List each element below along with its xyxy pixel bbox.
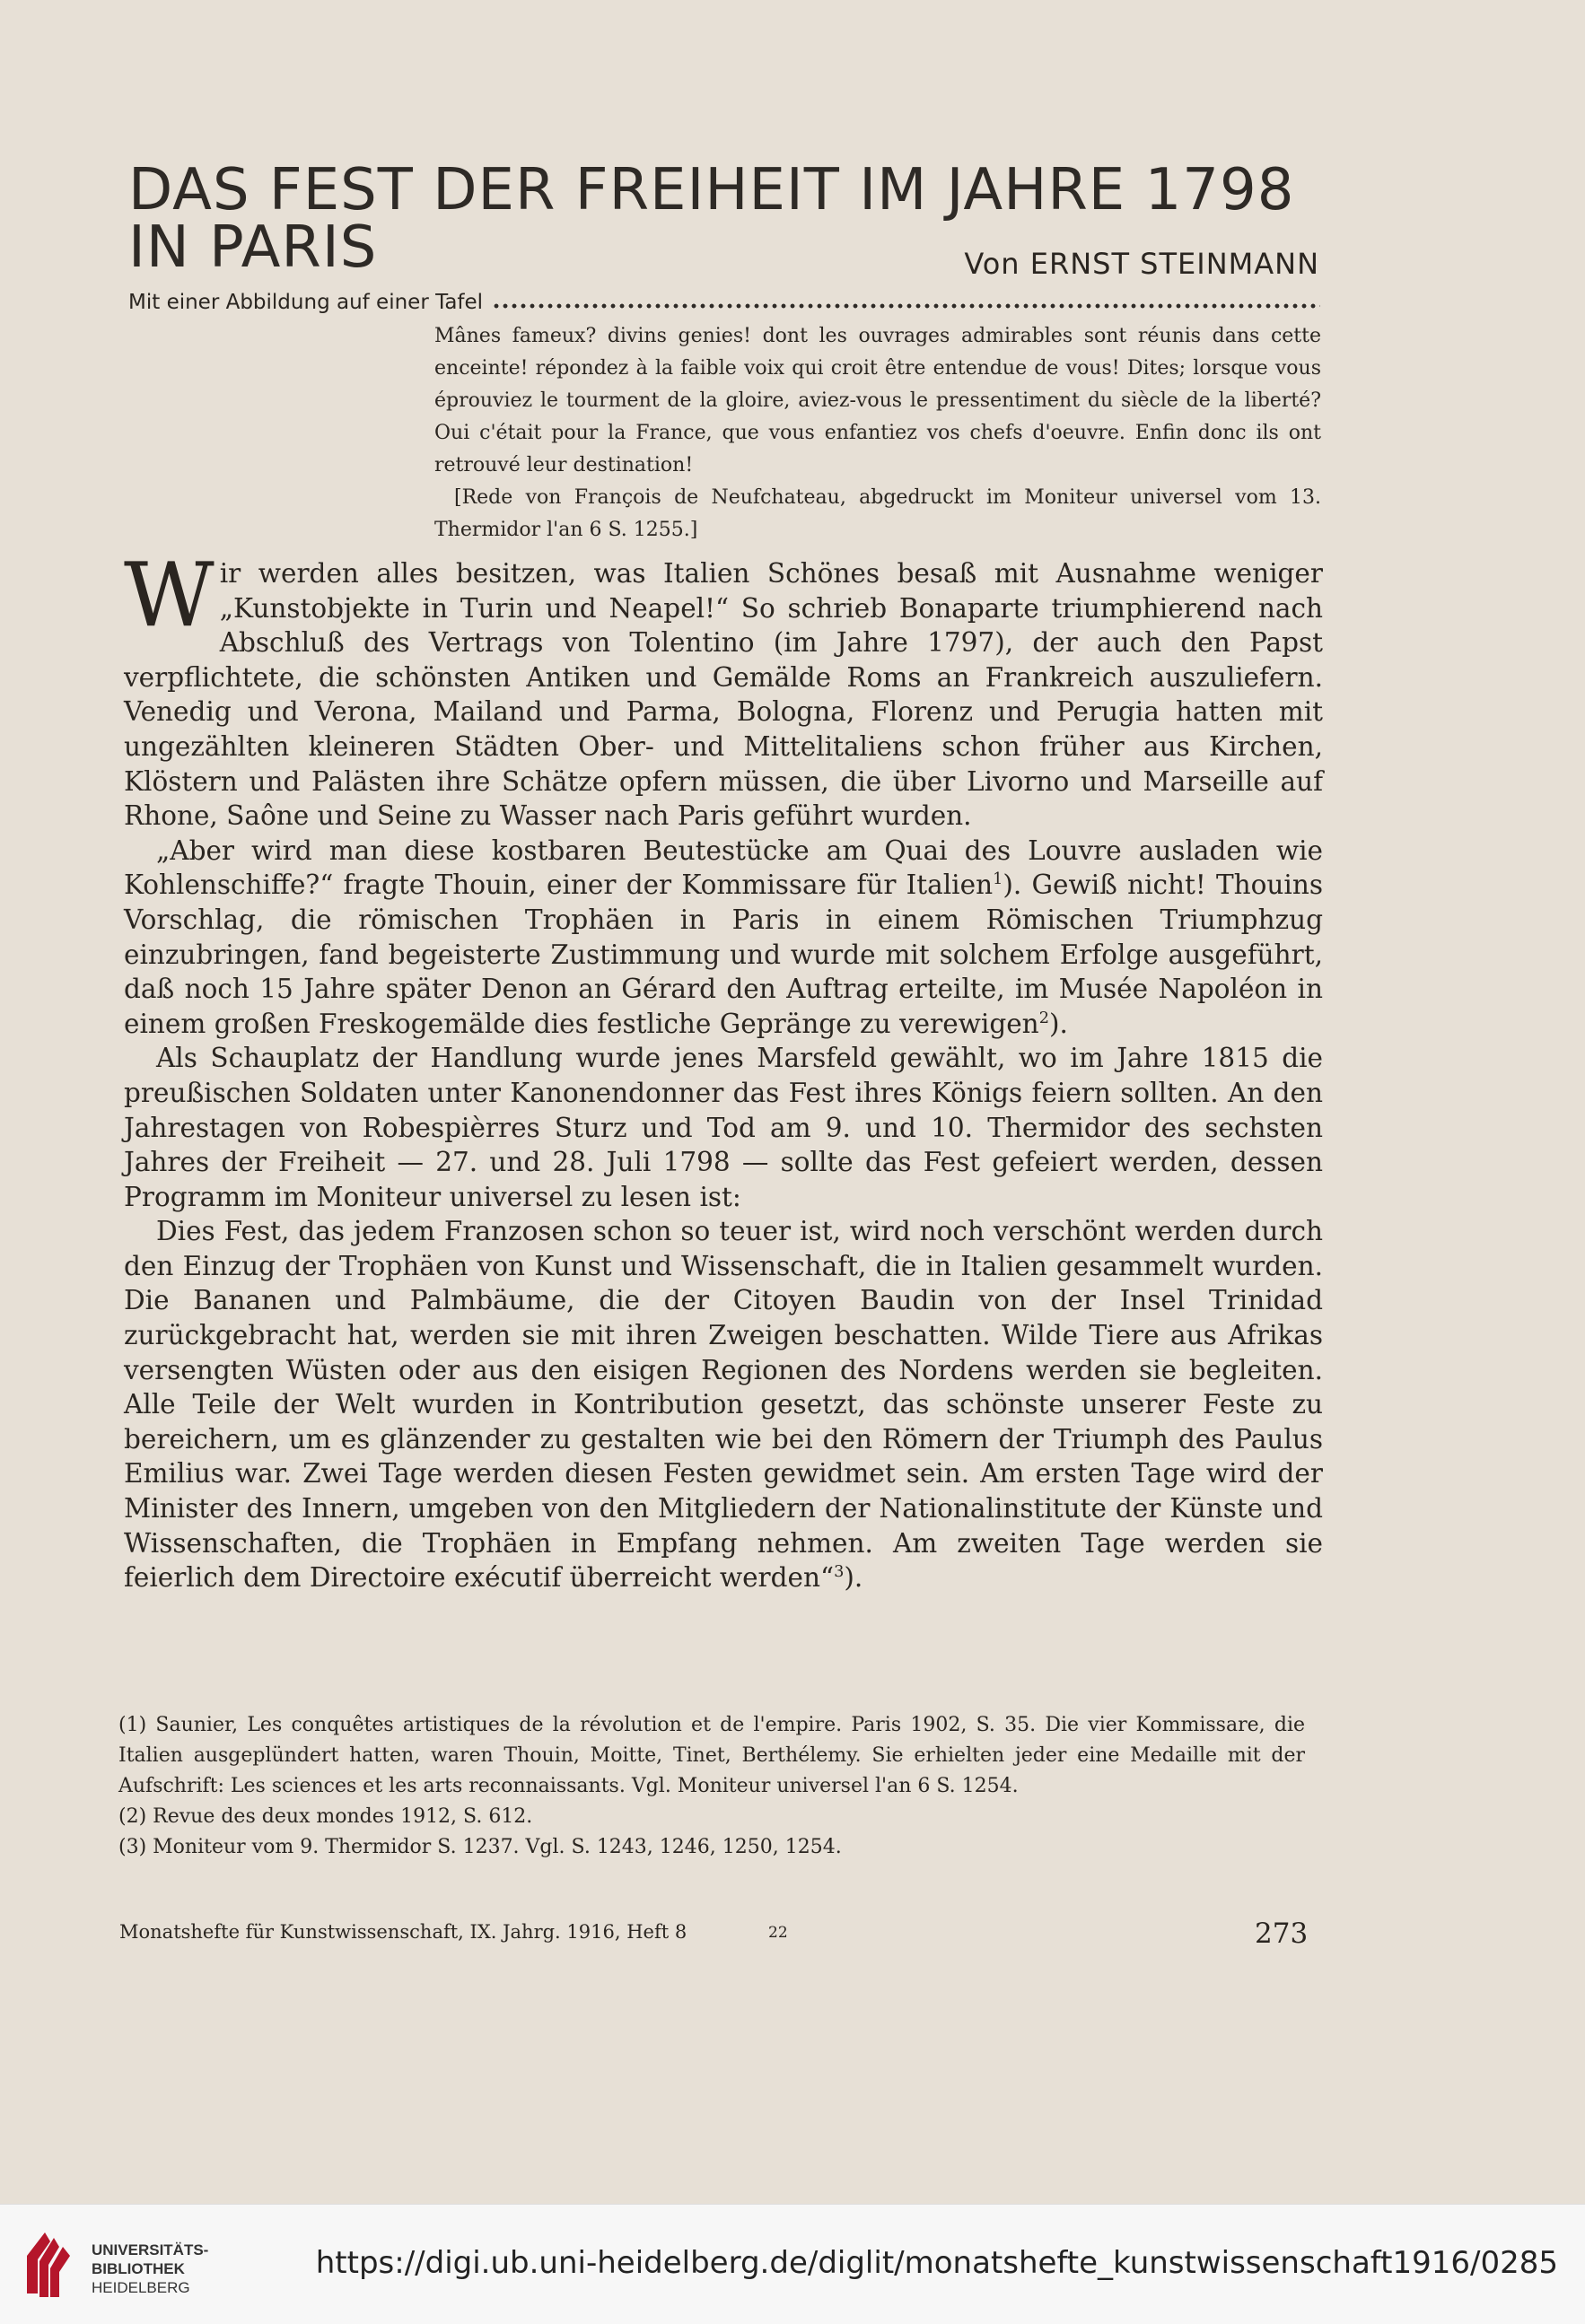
epigraph [434, 320, 1321, 546]
library-name-line-3: HEIDELBERG [92, 2279, 190, 2296]
library-name-line-2: BIBLIOTHEK [92, 2260, 185, 2277]
body-paragraph-4-text-a: Dies Fest, das jedem Franzosen schon so teuer ist, wird noch verschönt werden durch den Einzug der Trophäen von Kunst und Wissenschaft, die in Italien gesammelt wurden. Die Bananen und Palmbäume, die der Citoyen Baudin von der Insel Trinidad zurückgebracht hat, werden sie mit ihren Zweigen beschatten. Wilde Tiere aus Afrikas versengten Wüsten oder aus den eisigen Regionen des Nordens werden sie begleiten. Alle Teile der Welt wurden in Kontribution gesetzt, das schönste unserer Feste zu bereichern, um es glänzender zu gestalten wie bei den Römern der Triumph des Paulus Emilius war. Zwei Tage werden diesen Festen gewidmet sein. Am ersten Tage wird der Minister des Innern, umgeben von den Mitgliedern der Nationalinstitute der Künste und Wissenschaften, die Trophäen in Empfang nehmen. Am zweiten Tage werden sie feierlich dem Directoire exécutif überreicht werden“ [124, 1216, 1323, 1594]
article-title-line-2: IN PARIS [128, 214, 378, 281]
body-paragraph-2-text-b: ). Gewiß nicht! Thouins Vorschlag, die römischen Trophäen in Paris in einem Römischen Triumphzug einzubringen, fand begeisterte Zustimmung und wurde mit solchem Erfolge ausgeführt, daß noch 15 Jahre später Denon an Gérard den Auftrag erteilte, im Musée Napoléon in einem großen Freskogemälde dies festliche Gepränge zu verewigen [124, 869, 1323, 1039]
dotted-rule [492, 301, 1320, 310]
article-subtitle: Mit einer Abbildung auf einer Tafel [128, 291, 484, 314]
epigraph-source: [Rede von François de Neufchateau, abgedruckt im Moniteur universel vom 13. Thermidor l'an 6 S. 1255.] [434, 486, 1321, 541]
journal-footer: Monatshefte für Kunstwissenschaft, IX. Jahrg. 1916, Heft 8 [119, 1921, 687, 1943]
library-name [92, 2241, 208, 2297]
body-paragraph-2-text-a: „Aber wird man diese kostbaren Beutestücke am Quai des Louvre ausladen wie Kohlenschiffe?“ fragte Thouin, einer der Kommissare für Italien [124, 834, 1323, 901]
article-byline: Von ERNST STEINMANN [964, 247, 1319, 281]
footnote-1: (1) Saunier, Les conquêtes artistiques de la révolution et de l'empire. Paris 1902, S. 35. Die vier Kommissare, die Italien ausgeplündert hatten, waren Thouin, Moitte, Tinet, Berthélemy. Sie erhielten jeder eine Medaille mit der Aufschrift: Les sciences et les arts reconnaissants. Vgl. Moniteur universel l'an 6 S. 1254. [118, 1714, 1305, 1797]
body-paragraph-1-text: ir werden alles besitzen, was Italien Schönes besaß mit Ausnahme weniger „Kunstobjekte in Turin und Neapel!“ So schrieb Bonaparte triumphierend nach Abschluß des Vertrags von Tolentino (im Jahre 1797), der auch den Papst verpflichtete, die schönsten Antiken und Gemälde Roms an Frankreich auszuliefern. Venedig und Verona, Mailand und Parma, Bologna, Florenz und Perugia hatten mit ungezählten kleineren Städten Ober- und Mittelitaliens schon früher aus Kirchen, Klöstern und Palästen ihre Schätze opfern müssen, die über Livorno und Marseille auf Rhone, Saône und Seine zu Wasser nach Paris geführt wurden. [124, 558, 1323, 832]
footnote-2: (2) Revue des deux mondes 1912, S. 612. [118, 1805, 533, 1828]
body-paragraph-3: Als Schauplatz der Handlung wurde jenes Marsfeld gewählt, wo im Jahre 1815 die preußischen Soldaten unter Kanonendonner das Fest ihres Königs feiern sollten. An den Jahrestagen von Robespièrres Sturz und Tod am 9. und 10. Thermidor des sechsten Jahres der Freiheit — 27. und 28. Juli 1798 — sollte das Fest gefeiert werden, dessen Programm im Moniteur universel zu lesen ist: [124, 1043, 1323, 1212]
library-bar [0, 2204, 1585, 2324]
body-paragraph-2 [124, 834, 1323, 1042]
body-paragraph-2-text-c: ). [1048, 1008, 1068, 1039]
signature-mark: 22 [768, 1924, 788, 1942]
page-number: 273 [1255, 1918, 1309, 1950]
subtitle-row [128, 278, 1320, 314]
body-paragraph-4-text-b: ). [844, 1562, 863, 1594]
footnote-3: (3) Moniteur vom 9. Thermidor S. 1237. Vgl. S. 1243, 1246, 1250, 1254. [118, 1836, 842, 1858]
library-logo-icon [18, 2229, 83, 2301]
source-url[interactable]: https://digi.ub.uni-heidelberg.de/diglit/monatshefte_kunstwissenschaft1916/0285 [315, 2245, 1558, 2281]
drop-cap: W [124, 545, 215, 647]
epigraph-text: Mânes fameux? divins genies! dont les ouvrages admirables sont réunis dans cette enceinte! répondez à la faible voix qui croit être entendue de vous! Dites; lorsque vous éprouviez le tourment de la gloire, aviez-vous le pressentiment du siècle de la liberté? Oui c'était pour la France, que vous enfantiez vos chefs d'oeuvre. Enfin donc ils ont retrouvé leur destination! [434, 325, 1321, 476]
body-paragraph-4 [124, 1214, 1323, 1595]
article-title-line-1: DAS FEST DER FREIHEIT IM JAHRE 1798 [128, 157, 1295, 223]
footnote-ref-1: 1 [993, 870, 1003, 889]
footnote-ref-3: 3 [834, 1563, 845, 1582]
footnote-ref-2: 2 [1038, 1009, 1049, 1027]
library-name-line-1: UNIVERSITÄTS- [92, 2241, 209, 2258]
footnotes [118, 1710, 1305, 1863]
body-paragraph-1 [124, 545, 1323, 834]
article-body [124, 545, 1323, 1595]
